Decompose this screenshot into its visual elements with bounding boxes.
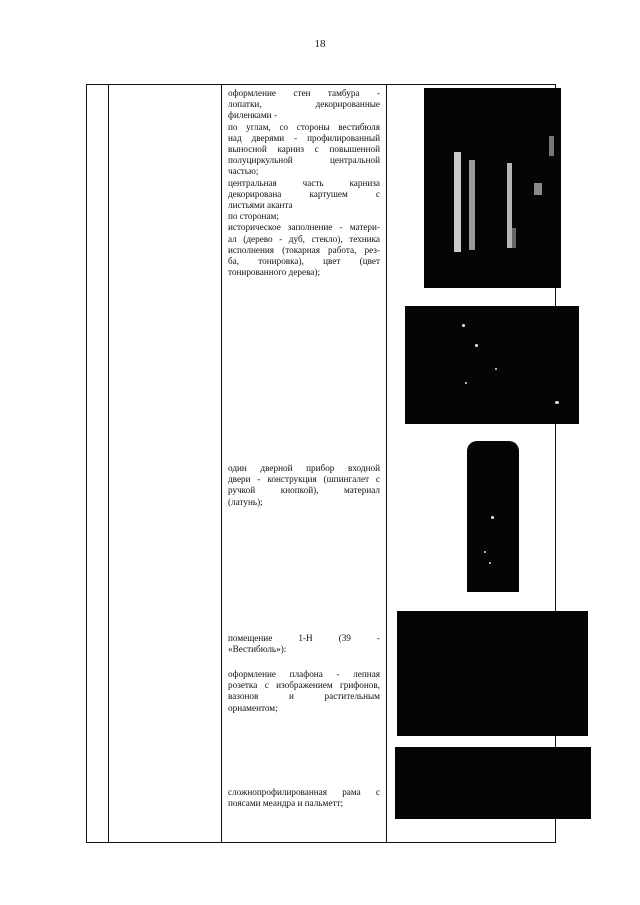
text-line: полуциркульной центральной <box>228 155 380 166</box>
text-line: ба, тонировка), цвет (цвет <box>228 256 380 267</box>
text-line: (латунь); <box>228 496 263 507</box>
table-bottom-border <box>86 842 556 843</box>
column-divider-3 <box>386 84 387 843</box>
text-line: историческое заполнение - матери- <box>228 222 380 233</box>
text-line: центральная часть карниза <box>228 177 380 188</box>
text-line: частью; <box>228 166 259 177</box>
text-line: помещение 1-Н (39 - <box>228 633 380 643</box>
photo-tambour-doors <box>424 88 561 288</box>
text-line: декорирована картушем с <box>228 188 380 199</box>
text-line: вазонов и растительным <box>228 691 380 702</box>
text-line: тонированного дерева); <box>228 267 320 278</box>
photo-door-detail <box>405 306 579 424</box>
description-block-tambour <box>228 88 380 278</box>
table-left-border <box>86 84 87 843</box>
column-divider-1 <box>108 84 109 843</box>
text-line: по сторонам; <box>228 211 279 222</box>
text-line: сложнопрофилированная рама с <box>228 787 380 797</box>
text-line: орнаментом; <box>228 702 278 713</box>
description-block-frame <box>228 787 380 809</box>
text-line: выносной карниз с повышенной <box>228 144 380 155</box>
text-line: один дверной прибор входной <box>228 463 380 473</box>
text-line: филенками - <box>228 110 277 121</box>
text-line: исполнения (токарная работа, рез- <box>228 244 380 255</box>
photo-door-bolt <box>467 441 519 592</box>
text-line: ручкой кнопкой), материал <box>228 485 380 496</box>
text-line: поясами меандра и пальметт; <box>228 798 344 809</box>
table-top-border <box>86 84 556 85</box>
description-block-room-heading <box>228 633 380 655</box>
column-divider-2 <box>221 84 222 843</box>
text-line: оформление стен тамбура - <box>228 88 380 98</box>
text-line: над дверями - профилированный <box>228 132 380 143</box>
description-block-ceiling <box>228 669 380 714</box>
photo-ceiling-rosette <box>397 611 588 736</box>
page-number: 18 <box>314 38 326 50</box>
text-line: ал (дерево - дуб, стекло), техника <box>228 233 380 244</box>
text-line: лопатки, декорированные <box>228 99 380 110</box>
text-line: розетка с изображением грифонов, <box>228 680 380 691</box>
text-line: «Вестибюль»): <box>228 644 287 655</box>
text-line: двери - конструкция (шпингалет с <box>228 474 380 485</box>
photo-ceiling-frame <box>395 747 591 819</box>
description-block-door-hardware <box>228 463 380 508</box>
text-line: листьями аканта <box>228 200 293 211</box>
text-line: по углам, со стороны вестибюля <box>228 121 380 132</box>
text-line: оформление плафона - лепная <box>228 669 380 679</box>
